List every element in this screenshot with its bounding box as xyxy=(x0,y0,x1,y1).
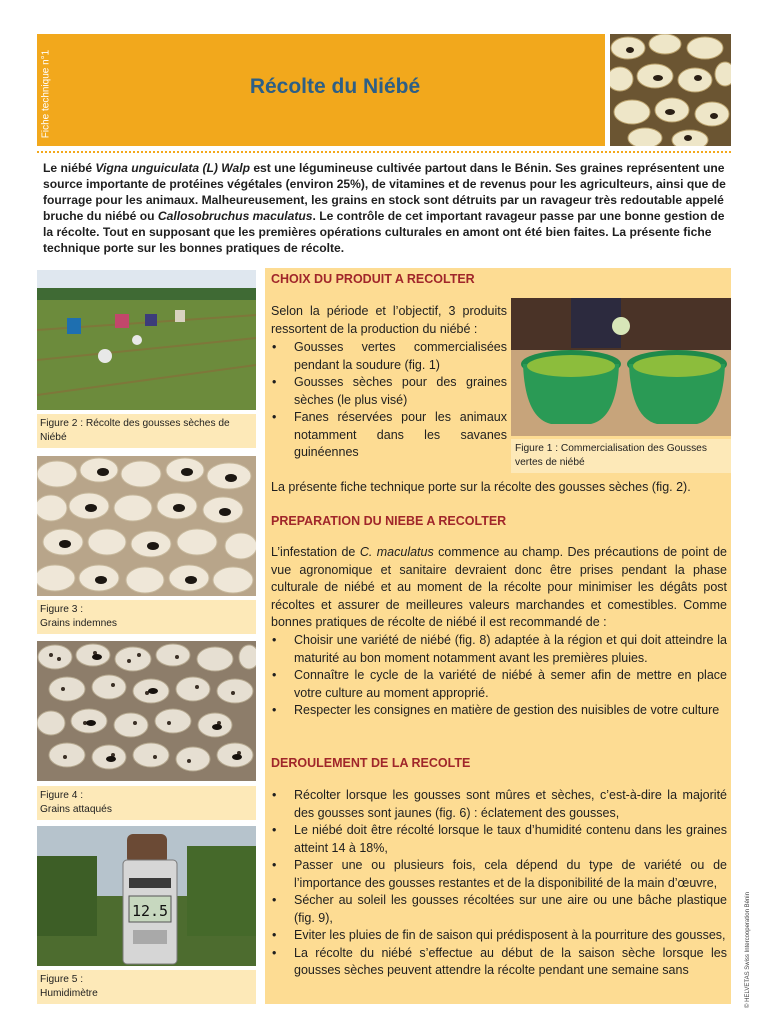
list-item: • Le niébé doit être récolté lorsque le taux d’humidité contenu dans les graines atteint 14 à 18%, xyxy=(248,822,727,857)
list-item: • Passer une ou plusieurs fois, cela dépend du type de variété ou de l’importance des gousses restantes et de la disponibilité de la main d’œuvre, xyxy=(248,857,727,892)
figure-5-caption: Figure 5 : Humidimètre xyxy=(37,970,256,1004)
section-heading-preparation: PREPARATION DU NIEBE A RECOLTER xyxy=(271,514,507,528)
healthy-grains-photo xyxy=(37,456,256,596)
figure-3-caption: Figure 3 : Grains indemnes xyxy=(37,600,256,634)
list-item: • Choisir une variété de niébé (fig. 8) adaptée à la région et qui doit atteindre la maturité au bon moment notamment avant les premières pluies. xyxy=(248,632,727,667)
figure-1-caption: Figure 1 : Commercialisation des Gousses vertes de niébé xyxy=(511,439,731,473)
figure-4-caption: Figure 4 : Grains attaqués xyxy=(37,786,256,820)
list-item: • Sécher au soleil les gousses récoltées sur une aire ou une bâche plastique (fig. 9), xyxy=(248,892,727,927)
list-item: • Connaître le cycle de la variété de niébé à semer afin de mettre en place votre culture au moment approprié. xyxy=(248,667,727,702)
series-label: Fiche technique n°1 xyxy=(40,49,52,139)
moisture-meter-photo xyxy=(37,826,256,966)
figure-2-caption: Figure 2 : Récolte des gousses sèches de Niébé xyxy=(37,414,256,448)
section-heading-deroulement: DEROULEMENT DE LA RECOLTE xyxy=(271,756,471,770)
list-item: • Gousses vertes commercialisées pendant la soudure (fig. 1) xyxy=(248,339,507,374)
list-item: • Respecter les consignes en matière de gestion des nuisibles de votre culture xyxy=(248,702,727,720)
meter-display-value: 12.5 xyxy=(131,902,169,920)
header-divider xyxy=(37,151,731,153)
intro-paragraph: Le niébé Vigna unguiculata (L) Walp est une légumineuse cultivée partout dans le Bénin. Ses graines représentent une source importante de protéines végétales (environ 25%), de vitamines et de revenus pour les agriculteurs, ainsi que de fourrage pour les animaux. Malheureusement, les grains en stock sont détruits par un ravageur très redoutable appelé bruche du niébé ou Callosobruchus maculatus. Le contrôle de cet important ravageur passe par une bonne gestion de la récolte. Tout en supposant que les premières opérations culturales en amont ont été bien faites. La présente fiche technique porte sur les bonnes pratiques de récolte. xyxy=(43,161,726,256)
section-heading-choix: CHOIX DU PRODUIT A RECOLTER xyxy=(271,272,475,286)
list-item: • La récolte du niébé s’effectue au début de la saison sèche lorsque les gousses sèches peuvent attendre la récolte pendant une semaine sans xyxy=(248,945,727,980)
copyright-credit: © HELVETAS Swiss Intercooperation Bénin xyxy=(745,892,751,1008)
section1-intro: Selon la période et l’objectif, 3 produits ressortent de la production du niébé : xyxy=(271,304,507,336)
list-item: • Eviter les pluies de fin de saison qui prédisposent à la pourriture des gousses, xyxy=(248,927,727,945)
list-item: • Récolter lorsque les gousses sont mûres et sèches, c’est-à-dire la majorité des gousses sont jaunes (fig. 6) : éclatement des gousses, xyxy=(248,787,727,822)
section1-closing: La présente fiche technique porte sur la récolte des gousses sèches (fig. 2). xyxy=(271,480,691,494)
section2-paragraph: L’infestation de C. maculatus commence au champ. Des précautions de point de vue agronomique et sanitaire devraient donc être prises pendant la phase culturale de niébé et au moment de la récolte pour minimiser les dégâts post récoltes et assurer de meilleures valeurs marchandes et comestibles. Comme bonnes pratiques de récolte de niébé il est recommandé de : xyxy=(271,545,728,629)
green-pods-basins-photo xyxy=(511,298,731,436)
list-item: • Fanes réservées pour les animaux notamment dans les savanes guinéennes xyxy=(248,409,507,462)
list-item: • Gousses sèches pour des graines sèches (le plus visé) xyxy=(248,374,507,409)
section1-bullets xyxy=(248,339,507,462)
field-harvest-photo xyxy=(37,270,256,410)
section2-bullets xyxy=(248,632,727,720)
header-beans-photo xyxy=(610,34,731,146)
attacked-grains-photo xyxy=(37,641,256,781)
page-title: Récolte du Niébé xyxy=(249,75,421,98)
section3-bullets xyxy=(248,787,727,980)
